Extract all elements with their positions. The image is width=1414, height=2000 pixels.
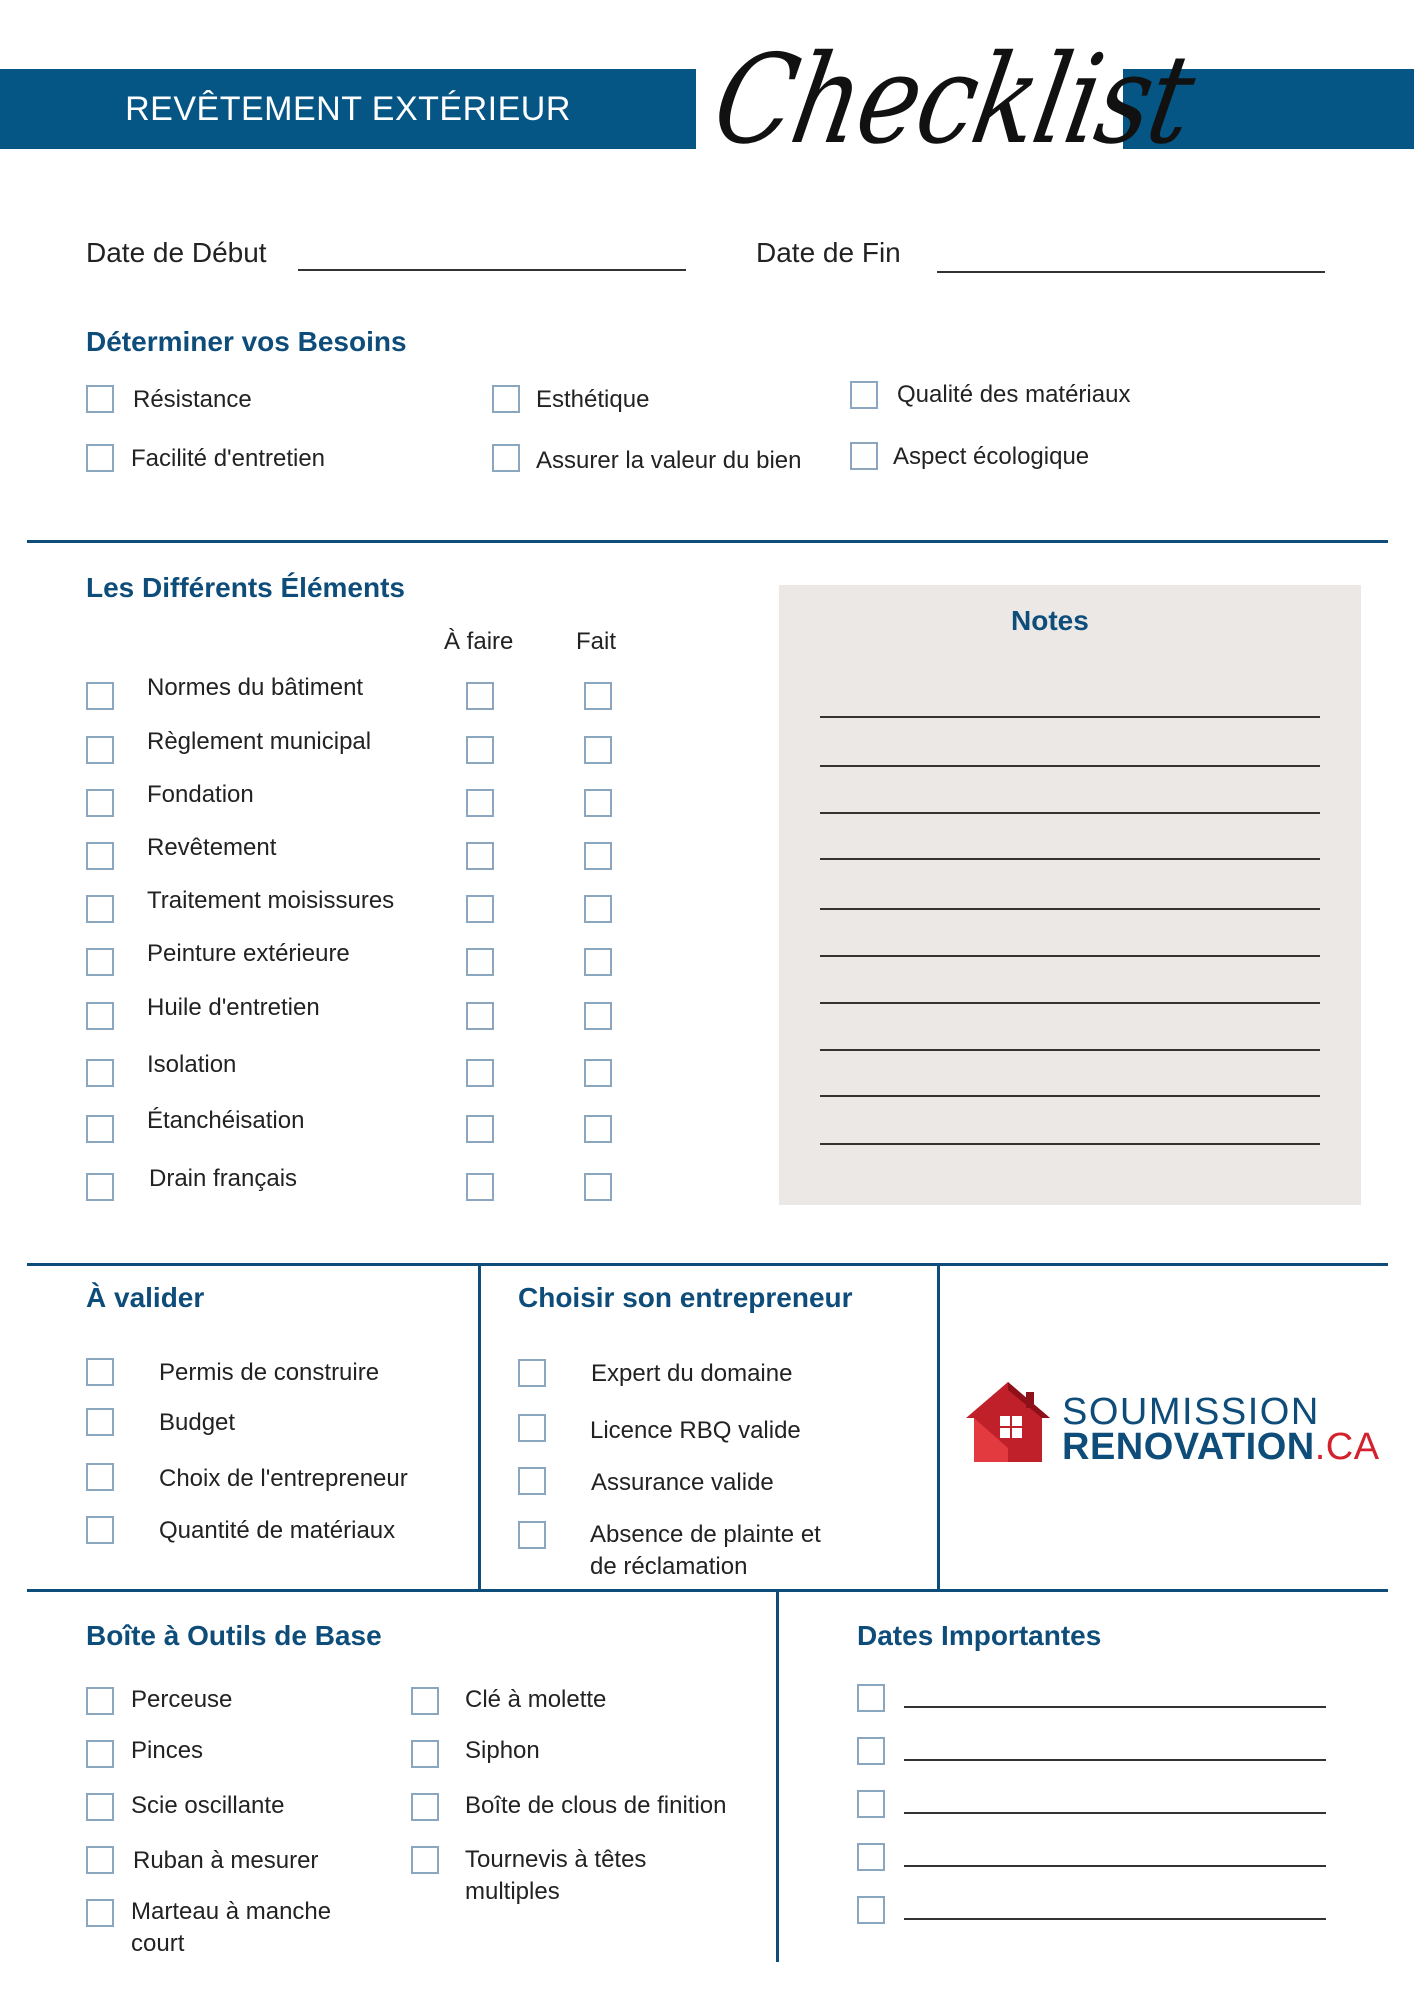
logo-text-soumission: SOUMISSION [1062,1391,1320,1433]
checkbox-fait[interactable] [584,1002,612,1030]
checkbox-clous[interactable] [411,1793,439,1821]
notes-line[interactable] [820,812,1320,814]
end-date-label: Date de Fin [756,237,901,268]
notes-line[interactable] [820,716,1320,718]
checkbox-fait[interactable] [584,948,612,976]
checkbox-fait[interactable] [584,682,612,710]
besoin-label: Esthétique [536,386,650,413]
checkbox-element[interactable] [86,789,114,817]
checkbox-element[interactable] [86,895,114,923]
outil-label: Perceuse [131,1686,233,1713]
outil-label: Boîte de clous de finition [465,1792,727,1819]
checkbox-ruban[interactable] [86,1846,114,1874]
outil-label: Pinces [131,1737,204,1764]
notes-line[interactable] [820,908,1320,910]
col-fait: Fait [576,628,617,655]
element-label: Drain français [149,1165,298,1192]
checkbox-date[interactable] [857,1737,885,1765]
checkbox-cle-molette[interactable] [411,1687,439,1715]
outil-label: multiples [465,1878,560,1905]
checkbox-element[interactable] [86,736,114,764]
checkbox-valeur-bien[interactable] [492,444,520,472]
element-label: Huile d'entretien [147,994,320,1021]
checkbox-budget[interactable] [86,1408,114,1436]
checkbox-element[interactable] [86,682,114,710]
checkbox-fait[interactable] [584,1115,612,1143]
besoin-label: Assurer la valeur du bien [536,447,802,474]
dates-importantes-heading: Dates Importantes [857,1620,1102,1651]
date-line[interactable] [904,1865,1326,1867]
outil-label: Marteau à manche [131,1898,332,1925]
checkbox-fait[interactable] [584,1173,612,1201]
checkbox-date[interactable] [857,1843,885,1871]
entrepreneur-heading: Choisir son entrepreneur [518,1282,853,1313]
checkbox-assurance[interactable] [518,1467,546,1495]
logo-text-renovation [1062,1426,1380,1469]
checkbox-fait[interactable] [584,736,612,764]
notes-line[interactable] [820,955,1320,957]
checkbox-aspect-ecologique[interactable] [850,442,878,470]
element-label: Traitement moisissures [147,887,395,914]
checkbox-absence-plainte[interactable] [518,1521,546,1549]
start-date-field[interactable] [298,269,686,271]
element-label: Étanchéisation [147,1107,305,1134]
checkbox-date[interactable] [857,1684,885,1712]
outils-heading: Boîte à Outils de Base [86,1620,382,1651]
besoin-label: Facilité d'entretien [131,445,326,472]
checkbox-a-faire[interactable] [466,1002,494,1030]
notes-line[interactable] [820,1049,1320,1051]
date-line[interactable] [904,1706,1326,1708]
divider [27,1589,1388,1592]
checkbox-element[interactable] [86,1173,114,1201]
logo-text-suffix: .CA [1314,1426,1380,1468]
checkbox-fait[interactable] [584,895,612,923]
notes-line[interactable] [820,1002,1320,1004]
outil-label: court [131,1930,185,1957]
checkbox-a-faire[interactable] [466,895,494,923]
checkbox-scie[interactable] [86,1793,114,1821]
valider-label: Permis de construire [159,1359,380,1386]
notes-line[interactable] [820,1095,1320,1097]
divider [776,1592,779,1962]
element-label: Règlement municipal [147,728,372,755]
checkbox-facilite-entretien[interactable] [86,444,114,472]
date-line[interactable] [904,1812,1326,1814]
checkbox-a-faire[interactable] [466,682,494,710]
valider-label: Budget [159,1409,236,1436]
logo-house-icon [962,1378,1054,1466]
checkbox-element[interactable] [86,1002,114,1030]
outil-label: Clé à molette [465,1686,607,1713]
checkbox-fait[interactable] [584,842,612,870]
checkbox-a-faire[interactable] [466,1059,494,1087]
checkbox-perceuse[interactable] [86,1687,114,1715]
notes-panel [779,585,1361,1205]
entrepreneur-label: Expert du domaine [591,1360,793,1387]
valider-label: Quantité de matériaux [159,1517,396,1544]
end-date-field[interactable] [937,271,1325,273]
valider-label: Choix de l'entrepreneur [159,1465,408,1492]
elements-heading: Les Différents Éléments [86,572,405,603]
notes-heading: Notes [1011,605,1089,636]
checkbox-element[interactable] [86,1115,114,1143]
besoins-heading: Déterminer vos Besoins [86,326,407,357]
divider [937,1263,940,1592]
checkbox-a-faire[interactable] [466,842,494,870]
checkbox-a-faire[interactable] [466,789,494,817]
checkbox-tournevis[interactable] [411,1846,439,1874]
checkbox-date[interactable] [857,1896,885,1924]
outil-label: Ruban à mesurer [133,1847,319,1874]
entrepreneur-label: Assurance valide [591,1469,774,1496]
checkbox-a-faire[interactable] [466,736,494,764]
checkbox-qualite-materiaux[interactable] [850,381,878,409]
checkbox-siphon[interactable] [411,1740,439,1768]
besoin-label: Qualité des matériaux [897,381,1131,408]
checkbox-quantite-materiaux[interactable] [86,1516,114,1544]
divider [27,1263,1388,1266]
checkbox-date[interactable] [857,1790,885,1818]
checkbox-choix-entrepreneur[interactable] [86,1463,114,1491]
checkbox-licence-rbq[interactable] [518,1414,546,1442]
outil-label: Siphon [465,1737,540,1764]
element-label: Revêtement [147,834,277,861]
notes-line[interactable] [820,765,1320,767]
start-date-label: Date de Début [86,237,267,268]
notes-line[interactable] [820,1143,1320,1145]
notes-line[interactable] [820,858,1320,860]
divider [27,540,1388,543]
checkbox-a-faire[interactable] [466,1115,494,1143]
checkbox-pinces[interactable] [86,1740,114,1768]
element-label: Isolation [147,1051,237,1078]
divider [478,1263,481,1592]
logo-text-renovation-main: RENOVATION [1062,1426,1315,1468]
checkbox-marteau[interactable] [86,1899,114,1927]
element-label: Peinture extérieure [147,940,350,967]
valider-heading: À valider [86,1282,205,1313]
entrepreneur-label: Absence de plainte et [590,1521,821,1548]
checkbox-fait[interactable] [584,789,612,817]
outil-label: Tournevis à têtes [465,1846,647,1873]
checkbox-element[interactable] [86,842,114,870]
besoin-label: Aspect écologique [893,443,1090,470]
date-line[interactable] [904,1918,1326,1920]
besoin-label: Résistance [133,386,252,413]
col-a-faire: À faire [444,628,514,655]
checkbox-element[interactable] [86,948,114,976]
checkbox-resistance[interactable] [86,385,114,413]
element-label: Normes du bâtiment [147,674,364,701]
checkbox-element[interactable] [86,1059,114,1087]
header-title: REVÊTEMENT EXTÉRIEUR [125,89,571,128]
entrepreneur-label: Licence RBQ valide [590,1417,801,1444]
date-line[interactable] [904,1759,1326,1761]
outil-label: Scie oscillante [131,1792,285,1819]
checkbox-fait[interactable] [584,1059,612,1087]
checkbox-permis[interactable] [86,1358,114,1386]
checkbox-expert[interactable] [518,1359,546,1387]
entrepreneur-label: de réclamation [590,1553,748,1580]
checkbox-esthetique[interactable] [492,385,520,413]
checkbox-a-faire[interactable] [466,948,494,976]
checklist-script-title: Checklist [703,27,1203,172]
element-label: Fondation [147,781,254,808]
checkbox-a-faire[interactable] [466,1173,494,1201]
